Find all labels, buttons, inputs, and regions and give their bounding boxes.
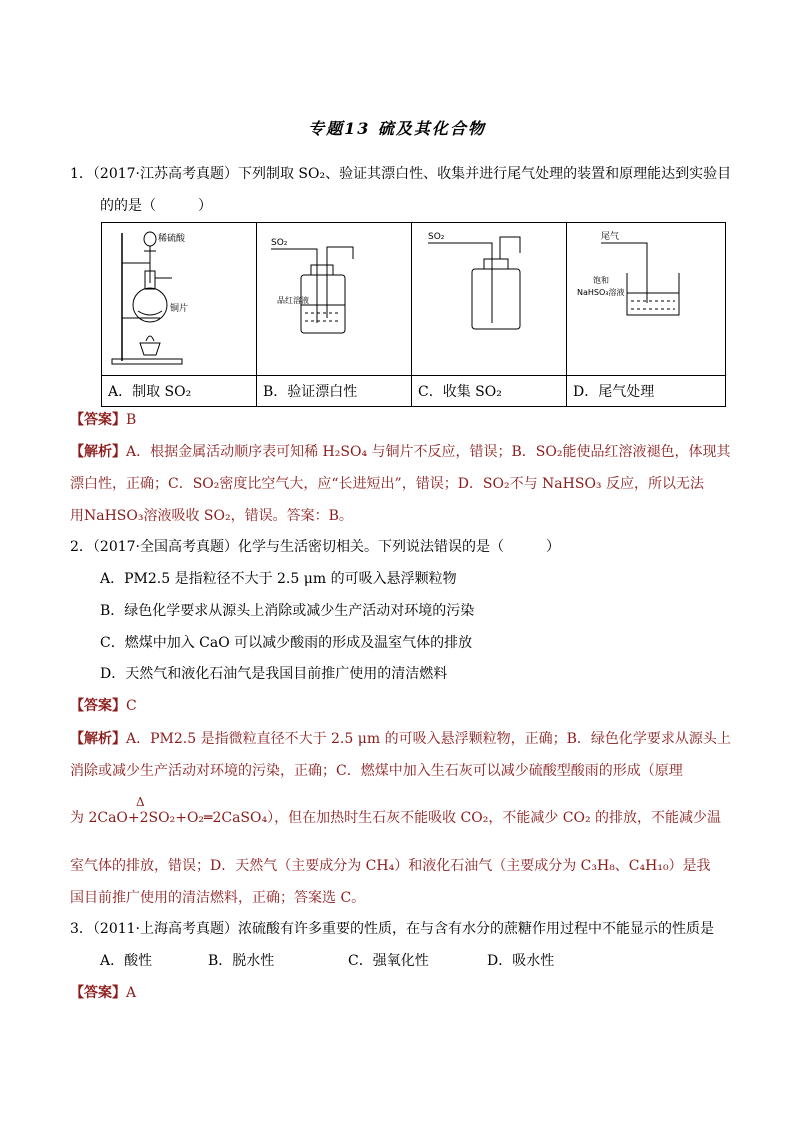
- option-d: D．尾气处理: [567, 376, 726, 407]
- q2-option-d: D．天然气和液化石油气是我国目前推广使用的清洁燃料: [100, 666, 448, 682]
- q3-option-d: D．吸水性: [487, 953, 555, 969]
- label-d-gas: 尾气: [601, 232, 620, 242]
- option-c: C．收集 SO₂: [412, 376, 567, 407]
- label-b-liquid: 品红溶液: [277, 296, 309, 305]
- heat-symbol: Δ: [136, 795, 145, 809]
- label-copper: 铜片: [170, 304, 189, 314]
- q2-stem: 2．（2017·全国高考真题）化学与生活密切相关。下列说法错误的是（ ）: [70, 539, 560, 555]
- q1-stem-line2: 的的是（ ）: [100, 198, 212, 214]
- q1-apparatus-table: [101, 222, 726, 407]
- q2-analysis-2: 消除或减少生产活动对环境的污染，正确；C．燃煤中加入生石灰可以减少硫酸型酸雨的形成（原理: [70, 763, 683, 779]
- option-b: B．验证漂白性: [257, 376, 412, 407]
- analysis-text: A．根据金属活动顺序表可知稀 H₂SO₄ 与铜片不反应，错误；B．SO₂能使品红溶液褪色，体现其: [126, 444, 731, 460]
- analysis-label: 【解析】: [70, 731, 126, 747]
- beaker-d-figure: [567, 223, 725, 371]
- label-d-liquid2: NaHSO₃溶液: [577, 288, 625, 297]
- q3-option-c: C．强氧化性: [348, 953, 429, 969]
- q1-analysis-1: [70, 442, 730, 462]
- q2-option-b: B．绿色化学要求从源头上消除或减少生产活动对环境的污染: [100, 603, 475, 619]
- gas-bottle-c-figure: [412, 223, 566, 371]
- answer-label: 【答案】: [70, 412, 126, 428]
- analysis-text: A．PM2.5 是指微粒直径不大于 2.5 μm 的可吸入悬浮颗粒物，正确；B．绿色化学要求从源头上: [126, 731, 731, 747]
- answer-label: 【答案】: [70, 985, 126, 1001]
- label-c-gas: SO₂: [428, 232, 445, 242]
- q2-analysis-4: 室气体的排放，错误；D．天然气（主要成分为 CH₄）和液化石油气（主要成分为 C₃H₈、C₄H₁₀）是我: [70, 858, 711, 874]
- q2-analysis-5: 国目前推广使用的清洁燃料，正确；答案选 C。: [70, 890, 366, 906]
- page-title: 专题13 硫及其化合物: [308, 119, 486, 138]
- answer-value: B: [126, 412, 137, 428]
- answer-value: C: [126, 698, 137, 714]
- q2-analysis-1: [70, 729, 731, 749]
- equation-text: 为 2CaO+2SO₂+O₂═2CaSO₄: [70, 810, 268, 826]
- q2-answer: [70, 696, 137, 716]
- apparatus-a: [102, 223, 257, 376]
- option-a: A．制取 SO₂: [102, 376, 257, 407]
- q1-analysis-2: 漂白性，正确；C．SO₂密度比空气大，应“长进短出”，错误；D．SO₂不与 NaHSO₃ 反应，所以无法: [70, 476, 704, 492]
- analysis-text: ），但在加热时生石灰不能吸收 CO₂，不能减少 CO₂ 的排放，不能减少温: [267, 810, 722, 826]
- q2-analysis-3: [70, 795, 722, 828]
- answer-value: A: [126, 985, 137, 1001]
- q3-stem: 3．（2011·上海高考真题）浓硫酸有许多重要的性质，在与含有水分的蔗糖作用过程中不能显示的性质是: [70, 921, 714, 937]
- q3-answer: [70, 983, 136, 1003]
- q2-option-c: C．燃煤中加入 CaO 可以减少酸雨的形成及温室气体的排放: [100, 635, 473, 651]
- label-b-gas: SO₂: [271, 238, 288, 248]
- q2-option-a: A．PM2.5 是指粒径不大于 2.5 μm 的可吸入悬浮颗粒物: [100, 571, 457, 587]
- q1-answer: [70, 410, 136, 430]
- label-d-liquid1: 饱和: [593, 276, 609, 285]
- q3-option-a: A．酸性: [100, 953, 153, 969]
- answer-label: 【答案】: [70, 698, 126, 714]
- q3-option-b: B．脱水性: [208, 953, 275, 969]
- apparatus-b: [257, 223, 412, 376]
- apparatus-c: [412, 223, 567, 376]
- apparatus-d: [567, 223, 726, 376]
- q1-stem-line1: 1．（2017·江苏高考真题）下列制取 SO₂、验证其漂白性、收集并进行尾气处理的装置和原理能达到实验目: [70, 166, 732, 182]
- q1-analysis-3: 用NaHSO₃溶液吸收 SO₂，错误。答案：B。: [70, 508, 353, 524]
- analysis-label: 【解析】: [70, 444, 126, 460]
- generator-flask-figure: [102, 223, 256, 371]
- reaction-equation: [70, 795, 268, 828]
- label-dilute-acid: 稀硫酸: [158, 234, 186, 244]
- wash-bottle-b-figure: [257, 223, 411, 371]
